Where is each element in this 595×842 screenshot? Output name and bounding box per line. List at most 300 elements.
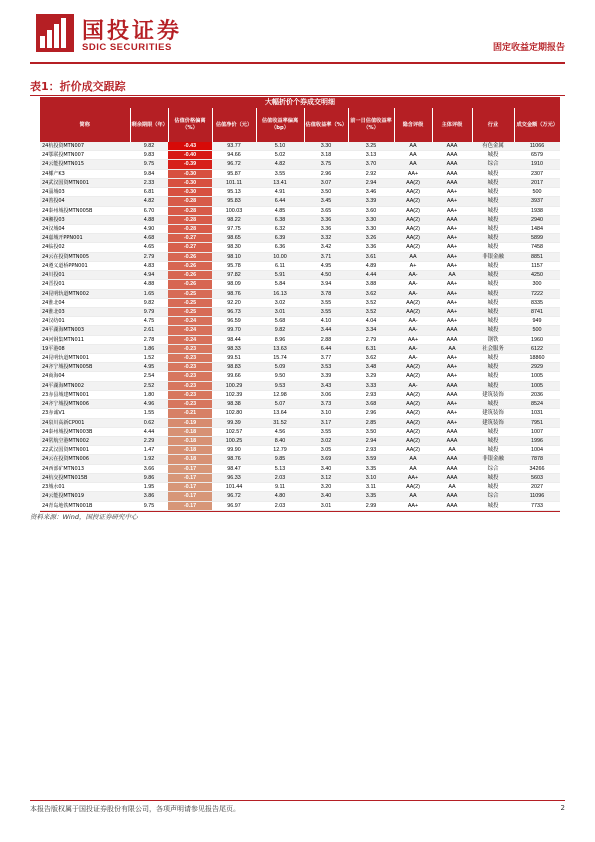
table-cell: 城投 [472, 326, 514, 335]
bond-name-cell: 24善投04 [40, 197, 130, 206]
table-cell: 3.44 [304, 326, 348, 335]
table-cell: 2.99 [348, 501, 394, 510]
bond-name-cell: 24汉城04 [40, 224, 130, 233]
table-cell: -0.28 [168, 215, 212, 224]
table-cell: 4.10 [304, 317, 348, 326]
table-cell: -0.26 [168, 271, 212, 280]
table-cell: 8741 [514, 307, 560, 316]
table-cell: AAA [432, 215, 472, 224]
table-cell: 3.52 [348, 298, 394, 307]
table-cell: -0.19 [168, 418, 212, 427]
table-cell: 3.78 [304, 289, 348, 298]
table-cell: -0.18 [168, 446, 212, 455]
table-cell: 城投 [472, 280, 514, 289]
table-cell: 98.83 [212, 363, 256, 372]
table-cell: 3.40 [304, 492, 348, 501]
table-cell: 城投 [472, 298, 514, 307]
column-header: 估值收益率（%） [304, 108, 348, 142]
table-cell: 3.66 [130, 464, 168, 473]
table-cell: AAA [432, 427, 472, 436]
logo-english-name: SDIC SECURITIES [82, 42, 172, 53]
bond-name-cell: 24淮北03 [40, 307, 130, 316]
table-row [40, 261, 560, 270]
table-row [40, 243, 560, 252]
table-row [40, 344, 560, 353]
table-row [40, 492, 560, 501]
table-cell: -0.23 [168, 400, 212, 409]
table-cell: AAA [432, 464, 472, 473]
table-cell: AA- [394, 344, 432, 353]
table-cell: 6.32 [256, 224, 304, 233]
table-cell: 95.87 [212, 169, 256, 178]
table-cell: AA(2) [394, 363, 432, 372]
table-cell: 9.53 [256, 381, 304, 390]
table-banner: 大幅折价个券成交明细 [40, 97, 560, 108]
table-cell: 8.40 [256, 437, 304, 446]
table-cell: AA+ [394, 501, 432, 510]
table-cell: 3.53 [304, 363, 348, 372]
table-cell: 2.88 [304, 335, 348, 344]
table-cell: 1938 [514, 206, 560, 215]
table-cell: AA(2) [394, 437, 432, 446]
table-cell: -0.23 [168, 363, 212, 372]
table-cell: 3.18 [304, 151, 348, 160]
table-cell: AA [394, 464, 432, 473]
table-cell: 4.83 [130, 261, 168, 270]
footer-disclaimer: 本报告版权属于国投证券股份有限公司，各项声明请参见报告尾页。 [30, 805, 240, 813]
table-cell: 1004 [514, 446, 560, 455]
column-header: 估值收益率偏离（bp） [256, 108, 304, 142]
table-cell: 3.50 [304, 188, 348, 197]
table-cell: 3.71 [304, 252, 348, 261]
bond-name-cell: 24淮北04 [40, 298, 130, 307]
table-cell: 3.94 [304, 280, 348, 289]
column-header: 剩余期限（年） [130, 108, 168, 142]
table-row [40, 151, 560, 160]
bond-name-cell: 24杭交投MTN015B [40, 473, 130, 482]
table-row [40, 427, 560, 436]
table-cell: -0.25 [168, 289, 212, 298]
bond-name-cell: 24平湖海MTN003 [40, 326, 130, 335]
table-cell: 95.13 [212, 188, 256, 197]
table-cell: 3.01 [304, 501, 348, 510]
table-cell: 5.02 [256, 151, 304, 160]
table-cell: 1996 [514, 437, 560, 446]
table-cell: -0.18 [168, 455, 212, 464]
table-cell: 1031 [514, 409, 560, 418]
table-cell: -0.30 [168, 178, 212, 187]
table-cell: 3.12 [304, 473, 348, 482]
table-cell: 4.44 [348, 271, 394, 280]
table-row [40, 215, 560, 224]
table-cell: AA- [394, 271, 432, 280]
table-cell: AA- [394, 317, 432, 326]
table-cell: -0.23 [168, 390, 212, 399]
table-cell: 3.39 [348, 197, 394, 206]
table-cell: -0.27 [168, 243, 212, 252]
table-cell: 2027 [514, 483, 560, 492]
table-cell: 10.00 [256, 252, 304, 261]
table-cell: -0.25 [168, 307, 212, 316]
table-cell: 9.86 [130, 473, 168, 482]
table-cell: 3.55 [304, 307, 348, 316]
table-cell: 9.82 [130, 142, 168, 151]
table-cell: 0.62 [130, 418, 168, 427]
bond-name-cell: 24平湖海MTN002 [40, 381, 130, 390]
table-cell: -0.18 [168, 437, 212, 446]
table-cell: -0.21 [168, 409, 212, 418]
table-cell: -0.26 [168, 261, 212, 270]
table-cell: -0.28 [168, 206, 212, 215]
bond-name-cell: 24汉纺01 [40, 317, 130, 326]
table-cell: 3.59 [348, 455, 394, 464]
table-cell: -0.27 [168, 234, 212, 243]
table-cell: 3.68 [348, 400, 394, 409]
table-cell: 城投 [472, 289, 514, 298]
table-cell: 5899 [514, 234, 560, 243]
table-cell: AA(2) [394, 409, 432, 418]
table-cell: AA+ [432, 224, 472, 233]
table-cell: 3.07 [304, 178, 348, 187]
table-cell: 102.57 [212, 427, 256, 436]
table-cell: 3.05 [304, 446, 348, 455]
table-row [40, 473, 560, 482]
table-cell: 城投 [472, 446, 514, 455]
table-cell: AAA [432, 455, 472, 464]
table-cell: 100.25 [212, 437, 256, 446]
table-cell: AA+ [432, 188, 472, 197]
table-cell: 13.64 [256, 409, 304, 418]
table-cell: 1005 [514, 372, 560, 381]
table-cell: 3.62 [348, 354, 394, 363]
table-cell: 城投 [472, 261, 514, 270]
table-cell: 6.31 [348, 344, 394, 353]
logo-chinese-name: 国投证券 [82, 19, 183, 44]
table-row [40, 390, 560, 399]
bond-name-cell: 24泰州城投MTN005B [40, 206, 130, 215]
table-cell: 城投 [472, 215, 514, 224]
table-cell: 98.30 [212, 243, 256, 252]
data-source-note: 资料来源：Wind，国投证券研究中心 [30, 513, 138, 521]
table-cell: 1.86 [130, 344, 168, 353]
discount-trades-table [40, 97, 560, 512]
bond-name-cell: 24齐宁城投MTN005B [40, 363, 130, 372]
table-cell: 9.84 [130, 169, 168, 178]
table-cell: 13.63 [256, 344, 304, 353]
table-cell: 16.13 [256, 289, 304, 298]
table-cell: 3.30 [348, 224, 394, 233]
table-cell: 2.33 [130, 178, 168, 187]
table-cell: 98.10 [212, 252, 256, 261]
table-cell: 97.82 [212, 271, 256, 280]
table-cell: 2.92 [348, 169, 394, 178]
table-cell: AA+ [432, 234, 472, 243]
table-row [40, 298, 560, 307]
table-cell: 城投 [472, 381, 514, 390]
bond-name-cell: 24常航空港MTN002 [40, 437, 130, 446]
page-header [30, 8, 565, 58]
bond-name-cell: 24椰产K3 [40, 169, 130, 178]
table-cell: 94.66 [212, 151, 256, 160]
table-cell: AA+ [432, 307, 472, 316]
table-cell: 2307 [514, 169, 560, 178]
table-cell: AA [394, 142, 432, 151]
table-cell: 1484 [514, 224, 560, 233]
table-cell: 1960 [514, 335, 560, 344]
table-cell: AAA [432, 335, 472, 344]
bond-name-cell: 23城水01 [40, 483, 130, 492]
table-cell: 98.22 [212, 215, 256, 224]
table-cell: 1007 [514, 427, 560, 436]
table-row [40, 455, 560, 464]
table-cell: AA+ [432, 197, 472, 206]
table-cell: 9.82 [130, 298, 168, 307]
table-cell: 城投 [472, 188, 514, 197]
table-cell: 18860 [514, 354, 560, 363]
table-cell: -0.23 [168, 344, 212, 353]
table-cell: 4.96 [130, 400, 168, 409]
table-row [40, 234, 560, 243]
table-cell: AA- [394, 381, 432, 390]
table-row [40, 446, 560, 455]
table-cell: -0.17 [168, 483, 212, 492]
table-cell: 9.50 [256, 372, 304, 381]
table-cell: 3.01 [256, 307, 304, 316]
table-row [40, 409, 560, 418]
table-cell: -0.26 [168, 252, 212, 261]
table-cell: 34266 [514, 464, 560, 473]
table-cell: AA(2) [394, 298, 432, 307]
table-cell: AA+ [394, 473, 432, 482]
table-cell: 3.32 [304, 234, 348, 243]
table-cell: 城投 [472, 197, 514, 206]
table-row [40, 206, 560, 215]
table-cell: 98.09 [212, 280, 256, 289]
table-cell: 3.25 [348, 142, 394, 151]
table-cell: AA+ [432, 317, 472, 326]
table-cell: AA [432, 446, 472, 455]
table-cell: 城投 [472, 427, 514, 436]
bond-name-cell: 23赤诚V1 [40, 409, 130, 418]
table-cell: 3.48 [348, 363, 394, 372]
table-cell: 2.93 [348, 390, 394, 399]
table-cell: 98.33 [212, 344, 256, 353]
table-cell: 8.96 [256, 335, 304, 344]
sdic-logo-icon [36, 14, 74, 52]
table-row [40, 178, 560, 187]
table-cell: 3.55 [256, 169, 304, 178]
table-cell: -0.23 [168, 381, 212, 390]
bond-name-cell: 24晋投01 [40, 280, 130, 289]
table-cell: AA+ [394, 169, 432, 178]
table-cell: 4.44 [130, 427, 168, 436]
table-cell: AA(2) [394, 446, 432, 455]
table-cell: 98.76 [212, 289, 256, 298]
table-cell: AA(2) [394, 234, 432, 243]
table-cell: AA(2) [394, 400, 432, 409]
table-cell: AA(2) [394, 483, 432, 492]
table-cell: AA+ [432, 261, 472, 270]
table-cell: AAA [432, 178, 472, 187]
table-cell: 3.34 [348, 326, 394, 335]
table-cell: AA+ [432, 206, 472, 215]
table-cell: -0.26 [168, 280, 212, 289]
table-cell: AA(2) [394, 188, 432, 197]
table-cell: AA(2) [394, 178, 432, 187]
table-cell: 99.90 [212, 446, 256, 455]
table-cell: 4.50 [304, 271, 348, 280]
table-cell: 12.98 [256, 390, 304, 399]
table-title: 表1：折价成交跟踪 [30, 80, 126, 93]
table-cell: AAA [432, 390, 472, 399]
table-row [40, 271, 560, 280]
table-cell: -0.28 [168, 224, 212, 233]
table-cell: 城投 [472, 473, 514, 482]
table-cell: 96.72 [212, 492, 256, 501]
table-cell: 500 [514, 326, 560, 335]
table-cell: 4.68 [130, 234, 168, 243]
table-cell: 3.43 [304, 381, 348, 390]
table-cell: -0.24 [168, 317, 212, 326]
bond-name-cell: 24商海04 [40, 372, 130, 381]
table-cell: 2.54 [130, 372, 168, 381]
table-cell: 1.47 [130, 446, 168, 455]
table-cell: 3.26 [348, 234, 394, 243]
table-cell: 3.06 [304, 390, 348, 399]
table-cell: 3.62 [348, 289, 394, 298]
table-cell: AAA [432, 437, 472, 446]
table-cell: 4.56 [256, 427, 304, 436]
table-cell: 有色金属 [472, 142, 514, 151]
table-cell: 3.61 [348, 252, 394, 261]
table-cell: 2.52 [130, 381, 168, 390]
table-cell: 6.81 [130, 188, 168, 197]
page-number: 2 [560, 804, 565, 812]
column-header: 估值净价（元） [212, 108, 256, 142]
table-cell: 城投 [472, 363, 514, 372]
table-cell: 6.39 [256, 234, 304, 243]
table-cell: 4.88 [130, 215, 168, 224]
table-cell: 3.30 [348, 215, 394, 224]
table-row [40, 335, 560, 344]
table-cell: 非银金融 [472, 252, 514, 261]
table-cell: AA [394, 252, 432, 261]
table-cell: -0.30 [168, 188, 212, 197]
table-cell: -0.17 [168, 492, 212, 501]
table-cell: AA+ [432, 418, 472, 427]
table-cell: 2017 [514, 178, 560, 187]
table-cell: -0.18 [168, 427, 212, 436]
table-cell: 3.36 [348, 243, 394, 252]
table-cell: 3.13 [348, 151, 394, 160]
table-cell: 城投 [472, 372, 514, 381]
bond-name-cell: 22武汉国资MTN001 [40, 446, 130, 455]
table-cell: 7458 [514, 243, 560, 252]
table-row [40, 224, 560, 233]
table-cell: 城投 [472, 437, 514, 446]
table-cell: 9.75 [130, 160, 168, 169]
table-cell: AA+ [432, 298, 472, 307]
table-cell: 2.61 [130, 326, 168, 335]
table-cell: AA+ [432, 372, 472, 381]
bond-name-cell: 24云能投MTN019 [40, 492, 130, 501]
table-cell: AA [394, 160, 432, 169]
table-cell: 100.29 [212, 381, 256, 390]
table-cell: 2.03 [256, 473, 304, 482]
table-cell: -0.24 [168, 335, 212, 344]
table-row [40, 437, 560, 446]
table-cell: 3.55 [304, 427, 348, 436]
table-cell: 3.35 [348, 492, 394, 501]
table-cell: 3.46 [348, 188, 394, 197]
table-cell: AA [394, 455, 432, 464]
table-cell: -0.25 [168, 298, 212, 307]
table-cell: 3.36 [304, 215, 348, 224]
table-cell: 2036 [514, 390, 560, 399]
table-header-row [40, 108, 560, 142]
bond-name-cell: 24临投02 [40, 243, 130, 252]
table-cell: 4.85 [256, 206, 304, 215]
table-cell: 1.55 [130, 409, 168, 418]
table-cell: 3.36 [304, 224, 348, 233]
table-cell: 3.73 [304, 400, 348, 409]
column-header: 估值价格偏离（%） [168, 108, 212, 142]
table-cell: -0.23 [168, 354, 212, 363]
table-cell: 99.39 [212, 418, 256, 427]
table-cell: 6.44 [256, 197, 304, 206]
table-cell: 3.55 [304, 298, 348, 307]
table-cell: 101.11 [212, 178, 256, 187]
table-cell: AAA [432, 501, 472, 510]
table-cell: AA(2) [394, 372, 432, 381]
bond-name-cell: 24杭投资MTN007 [40, 142, 130, 151]
table-cell: 3.10 [304, 409, 348, 418]
bond-name-cell: 24川投01 [40, 271, 130, 280]
table-cell: 6.38 [256, 215, 304, 224]
table-cell: 城投 [472, 483, 514, 492]
table-cell: 8851 [514, 252, 560, 261]
table-cell: 5.10 [256, 142, 304, 151]
table-cell: 2929 [514, 363, 560, 372]
table-cell: 98.76 [212, 455, 256, 464]
table-cell: AAA [432, 492, 472, 501]
table-cell: 3.40 [304, 464, 348, 473]
table-cell: 3.86 [130, 492, 168, 501]
table-row [40, 400, 560, 409]
bond-name-cell: 24云能投MTN015 [40, 160, 130, 169]
table-cell: 3.77 [304, 354, 348, 363]
table-row [40, 188, 560, 197]
table-cell: AA+ [432, 280, 472, 289]
table-cell: 4.82 [256, 160, 304, 169]
table-cell: AAA [432, 160, 472, 169]
table-cell: 6122 [514, 344, 560, 353]
table-cell: AA- [394, 326, 432, 335]
table-cell: AA(2) [394, 197, 432, 206]
table-cell: 城投 [472, 169, 514, 178]
table-cell: 95.83 [212, 197, 256, 206]
bond-name-cell: 24武汉国资MTN001 [40, 178, 130, 187]
table-cell: 3.88 [348, 280, 394, 289]
table-row [40, 354, 560, 363]
table-cell: 城投 [472, 271, 514, 280]
table-cell: 2.79 [348, 335, 394, 344]
table-cell: 5.13 [256, 464, 304, 473]
table-row [40, 372, 560, 381]
table-cell: AA [394, 151, 432, 160]
table-cell: AA+ [432, 289, 472, 298]
table-cell: 9.82 [256, 326, 304, 335]
